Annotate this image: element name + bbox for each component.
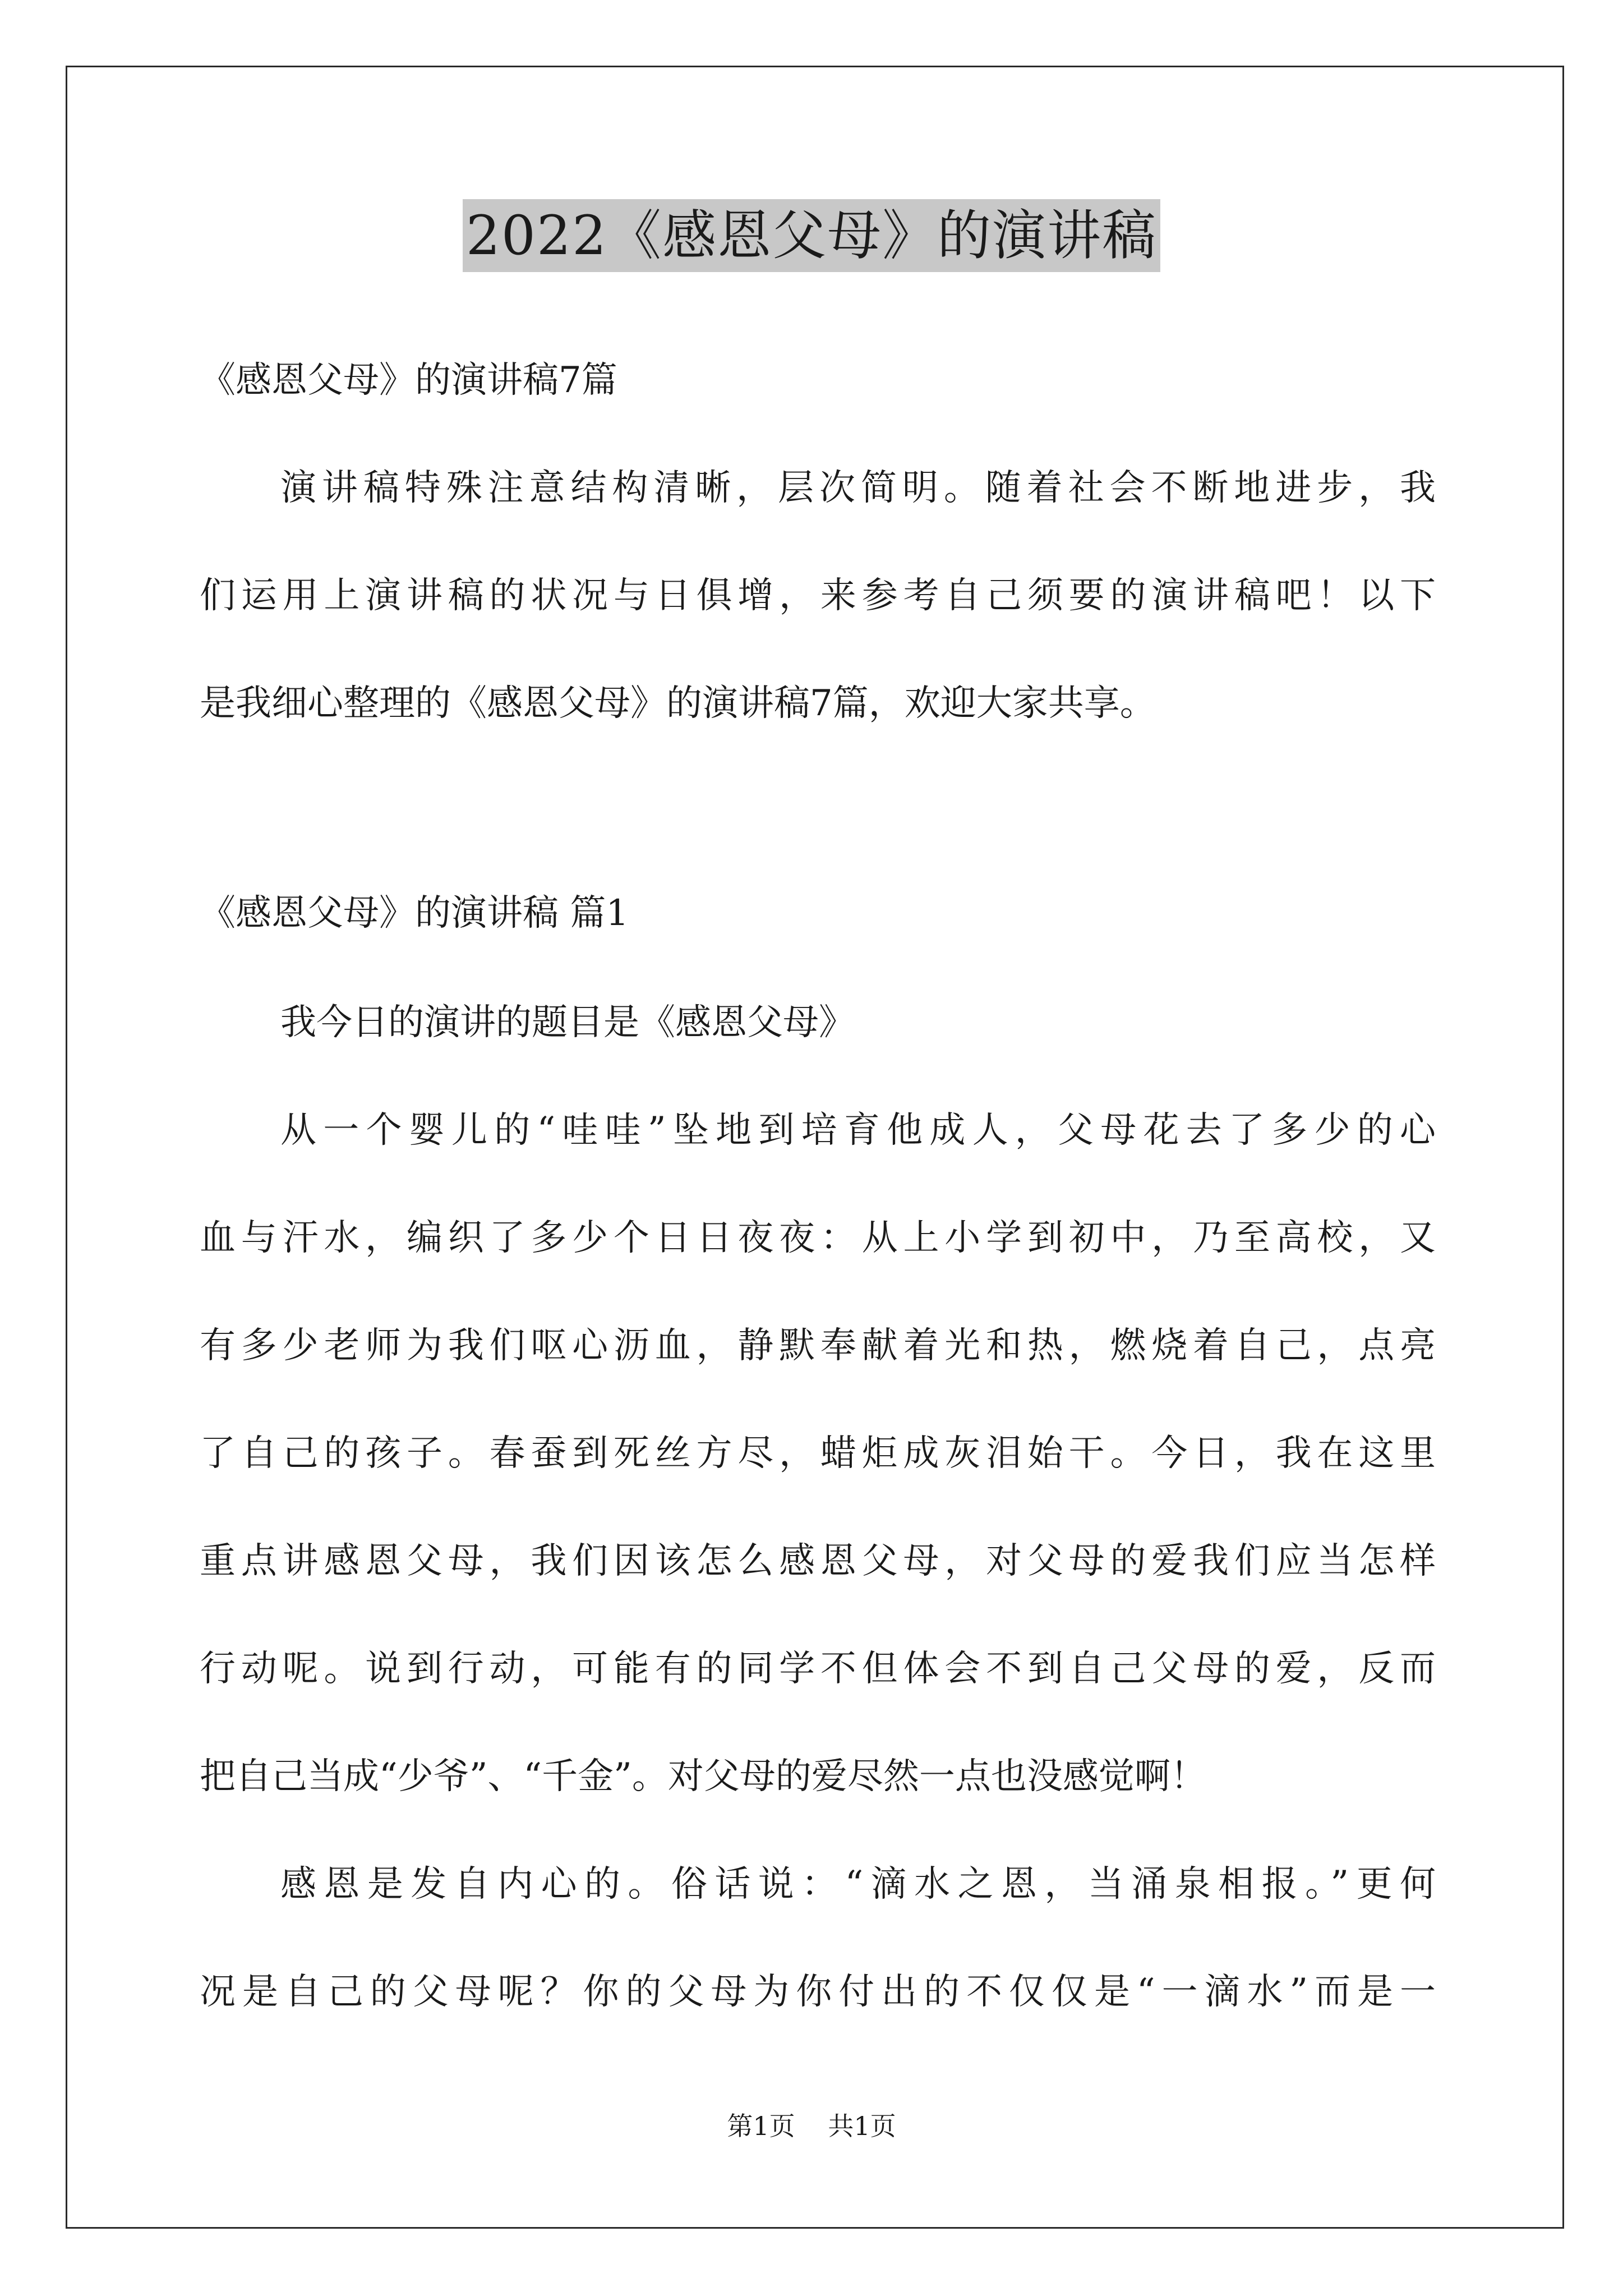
body-line-2: 从一个婴儿的“哇哇”坠地到培育他成人，父母花去了多少的心: [280, 1110, 1436, 1151]
section-heading: 《感恩父母》的演讲稿 篇1: [200, 892, 629, 934]
title-container: [0, 199, 1623, 272]
body-line-3: 血与汗水，编织了多少个日日夜夜：从上小学到初中，乃至高校，又: [200, 1217, 1436, 1259]
body-line-7: 行动呢。说到行动，可能有的同学不但体会不到自己父母的爱，反而: [200, 1648, 1436, 1690]
body-line-10: 况是自己的父母呢？你的父母为你付出的不仅仅是“一滴水”而是一: [200, 1971, 1436, 2013]
body-line-8: 把自己当成“少爷”、“千金”。对父母的爱尽然一点也没感觉啊！: [200, 1756, 1206, 1797]
page-footer: [0, 2109, 1623, 2143]
body-line-1: 我今日的演讲的题目是《感恩父母》: [280, 1002, 855, 1043]
page-total: 共1页: [828, 2111, 896, 2141]
intro-line-2: 们运用上演讲稿的状况与日俱增，来参考自己须要的演讲稿吧！以下: [200, 575, 1436, 616]
document-subtitle: 《感恩父母》的演讲稿7篇: [200, 360, 617, 401]
body-line-6: 重点讲感恩父母，我们因该怎么感恩父母，对父母的爱我们应当怎样: [200, 1540, 1436, 1582]
body-line-4: 有多少老师为我们呕心沥血，静默奉献着光和热，燃烧着自己，点亮: [200, 1325, 1436, 1366]
intro-line-3: 是我细心整理的《感恩父母》的演讲稿7篇，欢迎大家共享。: [200, 683, 1156, 724]
body-line-5: 了自己的孩子。春蚕到死丝方尽，蜡炬成灰泪始干。今日，我在这里: [200, 1433, 1436, 1474]
document-title: 2022《感恩父母》的演讲稿: [463, 199, 1160, 272]
body-line-9: 感恩是发自内心的。俗话说：“滴水之恩，当涌泉相报。”更何: [280, 1864, 1436, 1905]
page-number: 第1页: [727, 2111, 795, 2141]
intro-line-1: 演讲稿特殊注意结构清晰，层次简明。随着社会不断地进步，我: [280, 467, 1436, 509]
